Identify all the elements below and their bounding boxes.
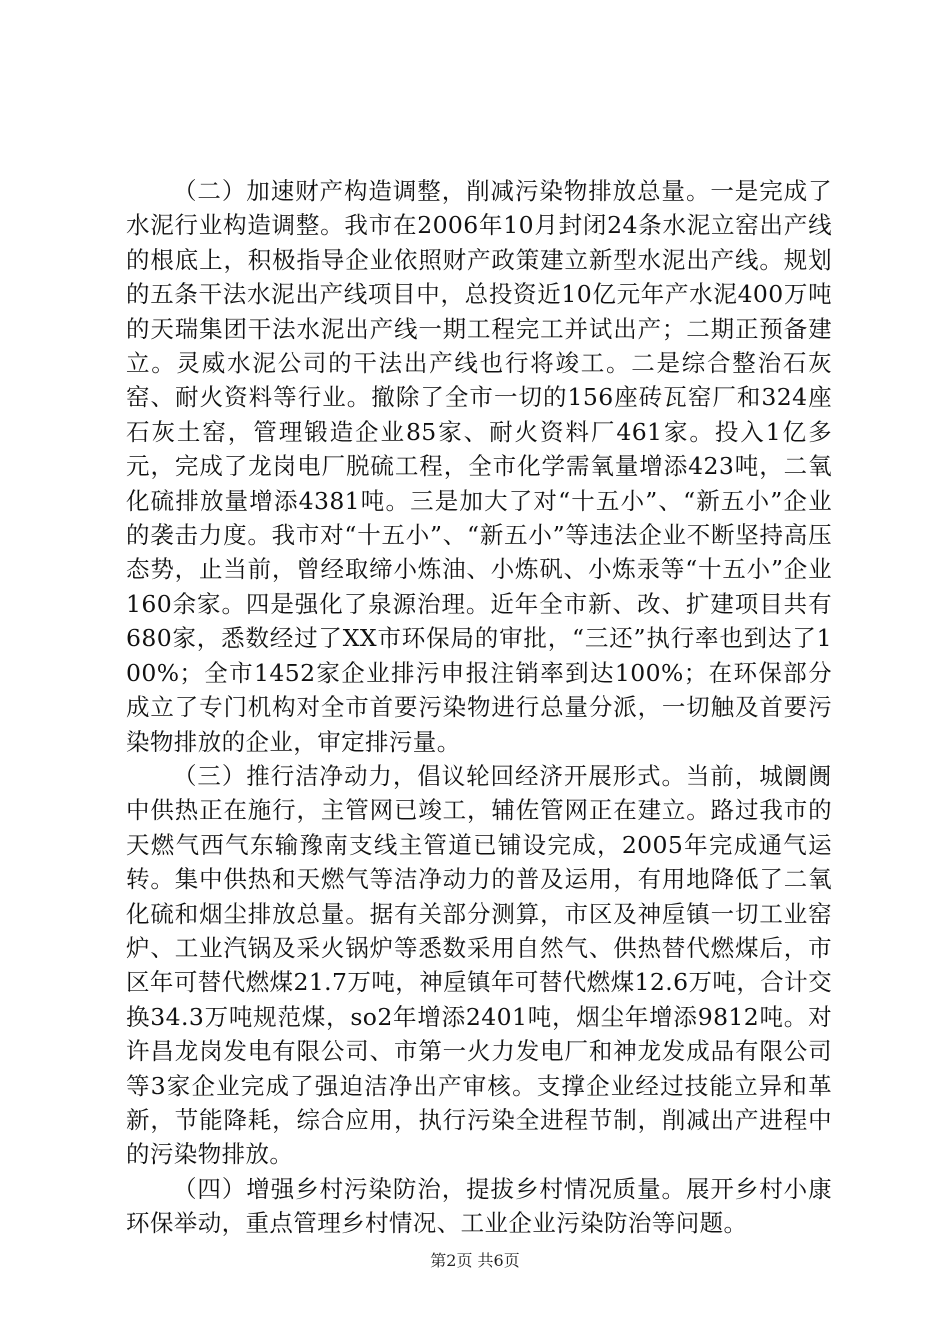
page-number-footer: 第2页 共6页 <box>430 1251 520 1270</box>
paragraph-section-3: （三）推行洁净动力，倡议轮回经济开展形式。当前，城阛阓中供热正在施行，主管网已竣工，辅佐管网正在建立。路过我市的天燃气西气东输豫南支线主管道已铺设完成，2005年完成通气运转。集中供热和天燃气等洁净动力的普及运用，有用地降低了二氧化硫和烟尘排放总量。据有关部分测算，市区及神垕镇一切工业窑炉、工业汽锅及采火锅炉等悉数采用自然气、供热替代燃煤后，市区年可替代燃煤21.7万吨，神垕镇年可替代燃煤12.6万吨，合计交换34.3万吨规范煤，so2年增添2401吨，烟尘年增添9812吨。对许昌龙岗发电有限公司、市第一火力发电厂和神龙发成品有限公司等3家企业完成了强迫洁净出产审核。支撑企业经过技能立异和革新，节能降耗，综合应用，执行污染全进程节制，削减出产进程中的污染物排放。 <box>126 761 832 1169</box>
paragraph-section-2: （二）加速财产构造调整，削减污染物排放总量。一是完成了水泥行业构造调整。我市在2006年10月封闭24条水泥立窑出产线的根底上，积极指导企业依照财产政策建立新型水泥出产线。规划的五条干法水泥出产线项目中，总投资近10亿元年产水泥400万吨的天瑞集团干法水泥出产线一期工程完工并试出产；二期正预备建立。灵威水泥公司的干法出产线也行将竣工。二是综合整治石灰窑、耐火资料等行业。撤除了全市一切的156座砖瓦窑厂和324座石灰土窑，管理锻造企业85家、耐火资料厂461家。投入1亿多元，完成了龙岗电厂脱硫工程，全市化学需氧量增添423吨，二氧化硫排放量增添4381吨。三是加大了对“十五小”、“新五小”企业的袭击力度。我市对“十五小”、“新五小”等违法企业不断坚持高压态势，止当前，曾经取缔小炼油、小炼矾、小炼汞等“十五小”企业160余家。四是强化了泉源治理。近年全市新、改、扩建项目共有680家，悉数经过了XX市环保局的审批，“三还”执行率也到达了100%；全市1452家企业排污申报注销率到达100%；在环保部分成立了专门机构对全市首要污染物进行总量分派，一切触及首要污染物排放的企业，审定排污量。 <box>126 177 832 756</box>
document-body <box>126 174 832 1241</box>
paragraph-section-4: （四）增强乡村污染防治，提拔乡村情况质量。展开乡村小康环保举动，重点管理乡村情况、工业企业污染防治等问题。 <box>126 1174 832 1238</box>
